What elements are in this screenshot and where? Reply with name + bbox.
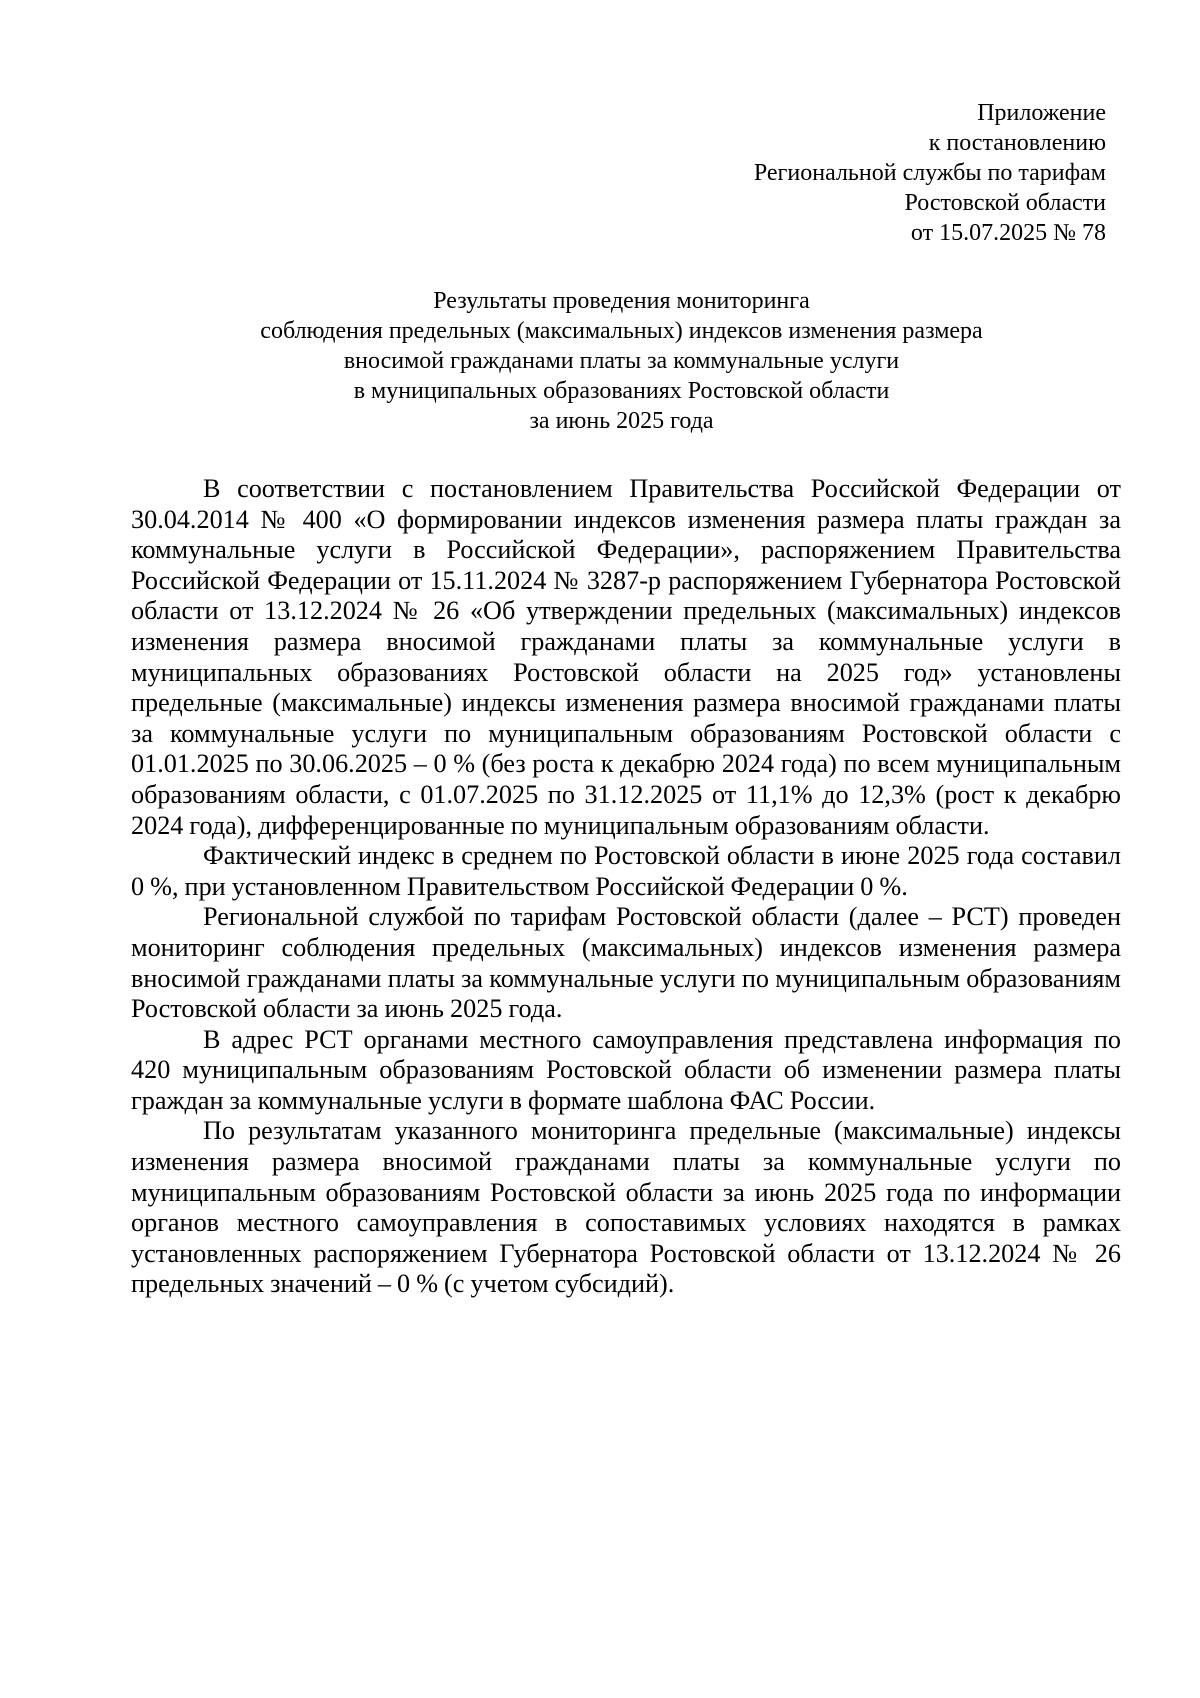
appendix-header: [754, 98, 1106, 248]
title-line: вносимой гражданами платы за коммунальные услуги: [343, 348, 900, 374]
document-body: [131, 474, 1121, 1300]
body-paragraph: Фактический индекс в среднем по Ростовской области в июне 2025 года составил 0 %, при установленном Правительством Российской Федерации 0 %.: [131, 841, 1121, 901]
document-title: [122, 286, 1121, 436]
body-paragraph: В адрес РСТ органами местного самоуправления представлена информация по 420 муниципальным образованиям Ростовской области об изменении размера платы граждан за коммунальные услуги в формате шаблона ФАС России.: [131, 1024, 1121, 1115]
appendix-line: Приложение: [977, 100, 1106, 126]
title-line: за июнь 2025 года: [529, 408, 714, 434]
body-paragraph: Региональной службой по тарифам Ростовской области (далее – РСТ) проведен мониторинг соблюдения предельных (максимальных) индексов изменения размера вносимой гражданами платы за коммунальные услуги по муниципальным образованиям Ростовской области за июнь 2025 года.: [131, 902, 1121, 1024]
appendix-line: к постановлению: [928, 130, 1106, 156]
title-line: Результаты проведения мониторинга: [433, 288, 810, 314]
body-paragraph: По результатам указанного мониторинга предельные (максимальные) индексы изменения размера вносимой гражданами платы за коммунальные услуги по муниципальным образованиям Ростовской области за июнь 2025 года по информации органов местного самоуправления в сопоставимых условиях находятся в рамках установленных распоряжением Губернатора Ростовской области от 13.12.2024 № 26 предельных значений – 0 % (с учетом субсидий).: [131, 1116, 1121, 1299]
body-paragraph: В соответствии с постановлением Правительства Российской Федерации от 30.04.2014 № 400 «О формировании индексов изменения размера платы граждан за коммунальные услуги в Российской Федерации», распоряжением Правительства Российской Федерации от 15.11.2024 № 3287-р распоряжением Губернатора Ростовской области от 13.12.2024 № 26 «Об утверждении предельных (максимальных) индексов изменения размера вносимой гражданами платы за коммунальные услуги в муниципальных образованиях Ростовской области на 2025 год» установлены предельные (максимальные) индексы изменения размера вносимой гражданами платы за коммунальные услуги по муниципальным образованиям Ростовской области с 01.01.2025 по 30.06.2025 – 0 % (без роста к декабрю 2024 года) по всем муниципальным образованиям области, с 01.07.2025 по 31.12.2025 от 11,1% до 12,3% (рост к декабрю 2024 года), дифференцированные по муниципальным образованиям области.: [131, 474, 1121, 840]
title-line: соблюдения предельных (максимальных) индексов изменения размера: [260, 318, 983, 344]
appendix-line: Региональной службы по тарифам: [753, 160, 1106, 186]
title-line: в муниципальных образованиях Ростовской области: [353, 378, 890, 404]
appendix-line: от 15.07.2025 № 78: [910, 220, 1106, 246]
appendix-line: Ростовской области: [904, 190, 1106, 216]
